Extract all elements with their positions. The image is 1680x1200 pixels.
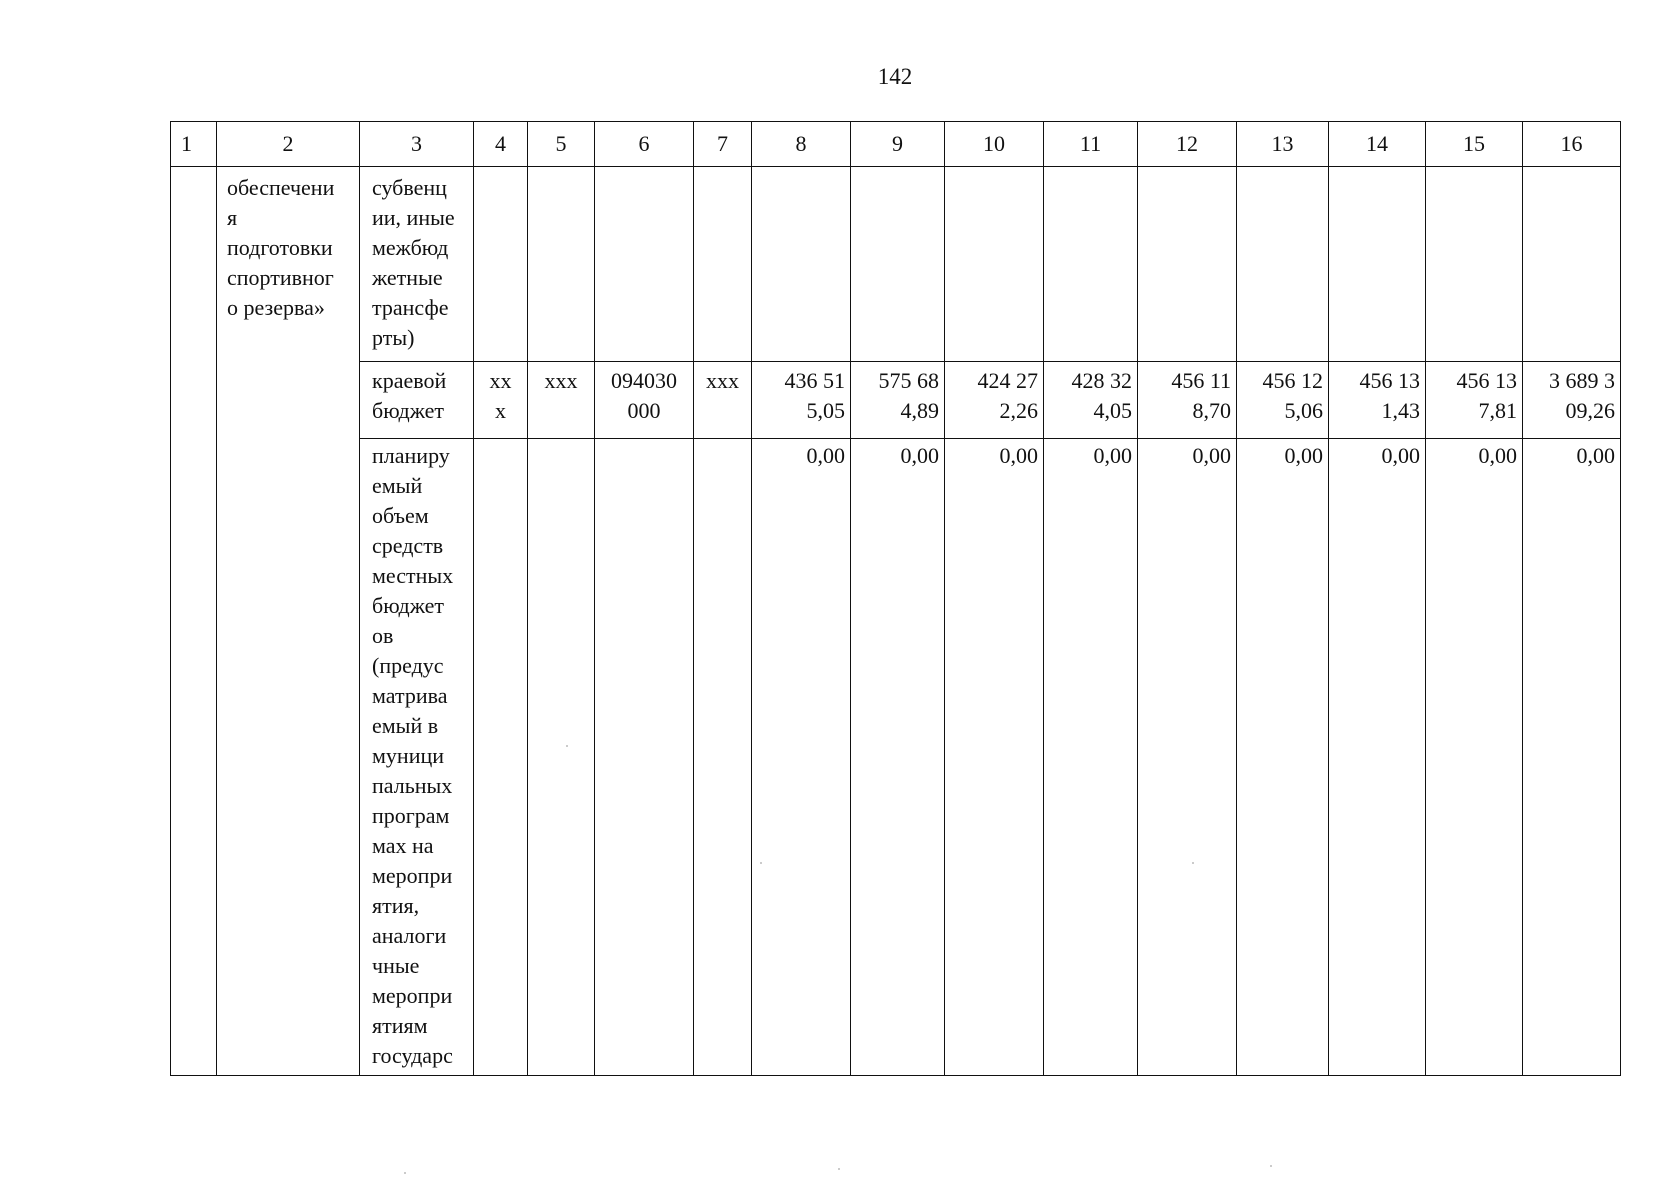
amount-text: 456 13 7,81 [1456, 368, 1517, 423]
amount-cell [752, 362, 851, 439]
amount-cell: 0,00 [1138, 439, 1237, 1076]
amount-cell [1426, 362, 1523, 439]
empty-cell [171, 167, 217, 1076]
column-header: 8 [752, 122, 851, 167]
empty-cell [595, 167, 694, 362]
amount-cell [1523, 362, 1621, 439]
column-header: 4 [474, 122, 528, 167]
amount-cell: 0,00 [1329, 439, 1426, 1076]
column-number-row [171, 122, 1621, 167]
amount-text: 575 68 4,89 [878, 368, 939, 423]
amount-cell: 0,00 [945, 439, 1044, 1076]
empty-cell [694, 167, 752, 362]
amount-cell: 0,00 [1237, 439, 1329, 1076]
column-header: 11 [1044, 122, 1138, 167]
code-text: 094030 000 [611, 368, 677, 423]
source-text: субвенц ии, иные межбюд жетные трансфе рты) [372, 175, 455, 350]
amount-cell: 0,00 [851, 439, 945, 1076]
column-header: 15 [1426, 122, 1523, 167]
amount-cell [851, 362, 945, 439]
program-name-cell [217, 167, 360, 1076]
amount-text: 3 689 3 09,26 [1549, 368, 1615, 423]
source-cell [360, 439, 474, 1076]
empty-cell [528, 439, 595, 1076]
amount-cell: 0,00 [1426, 439, 1523, 1076]
amount-cell: 0,00 [752, 439, 851, 1076]
empty-cell [851, 167, 945, 362]
code-text: хх х [489, 368, 512, 423]
budget-table [170, 121, 1621, 1076]
amount-cell [1044, 362, 1138, 439]
empty-cell [1329, 167, 1426, 362]
scan-speck [838, 1168, 840, 1170]
amount-text: 456 12 5,06 [1262, 368, 1323, 423]
amount-text: 436 51 5,05 [784, 368, 845, 423]
source-text: краевой бюджет [372, 368, 447, 423]
column-header: 10 [945, 122, 1044, 167]
program-name-text: обеспечени я подготовки спортивног о резерва» [227, 175, 335, 320]
empty-cell [1138, 167, 1237, 362]
empty-cell [752, 167, 851, 362]
amount-text: 428 32 4,05 [1071, 368, 1132, 423]
column-header: 3 [360, 122, 474, 167]
empty-cell [694, 439, 752, 1076]
amount-text: 456 11 8,70 [1171, 368, 1231, 423]
empty-cell [528, 167, 595, 362]
scan-speck [1270, 1165, 1272, 1167]
amount-cell [1138, 362, 1237, 439]
code-cell [595, 362, 694, 439]
empty-cell [1237, 167, 1329, 362]
empty-cell [1426, 167, 1523, 362]
amount-text: 456 13 1,43 [1359, 368, 1420, 423]
amount-cell [1237, 362, 1329, 439]
scan-speck [760, 862, 762, 864]
table-row [171, 167, 1621, 362]
table-row [171, 439, 1621, 1076]
source-text: планиру емый объем средств местных бюджет ов (предус матрива емый в муници пальных програм мах на меропри ятия, аналоги чные меропри ятиям государс [372, 443, 454, 1068]
column-header: 13 [1237, 122, 1329, 167]
amount-text: 424 27 2,26 [977, 368, 1038, 423]
code-cell: ххх [694, 362, 752, 439]
column-header: 2 [217, 122, 360, 167]
amount-cell [1329, 362, 1426, 439]
page-number: 142 [877, 64, 913, 89]
source-cell [360, 167, 474, 362]
amount-cell: 0,00 [1044, 439, 1138, 1076]
scan-speck [404, 1172, 406, 1174]
amount-cell [945, 362, 1044, 439]
source-cell [360, 362, 474, 439]
column-header: 14 [1329, 122, 1426, 167]
column-header: 16 [1523, 122, 1621, 167]
column-header: 5 [528, 122, 595, 167]
column-header: 12 [1138, 122, 1237, 167]
empty-cell [1044, 167, 1138, 362]
empty-cell [474, 167, 528, 362]
scan-speck [1192, 862, 1194, 864]
column-header: 9 [851, 122, 945, 167]
empty-cell [1523, 167, 1621, 362]
code-cell [474, 362, 528, 439]
scan-speck [566, 745, 568, 747]
empty-cell [945, 167, 1044, 362]
empty-cell [595, 439, 694, 1076]
empty-cell [474, 439, 528, 1076]
column-header: 6 [595, 122, 694, 167]
table-row [171, 362, 1621, 439]
code-cell: ххх [528, 362, 595, 439]
amount-cell: 0,00 [1523, 439, 1621, 1076]
column-header: 7 [694, 122, 752, 167]
column-header: 1 [171, 122, 217, 167]
